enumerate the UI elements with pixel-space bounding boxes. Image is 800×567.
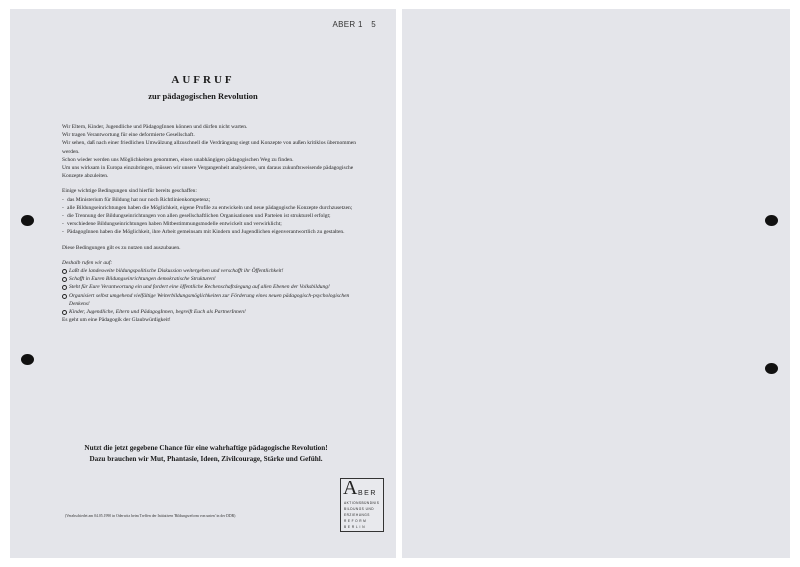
closing-statement (46, 443, 366, 465)
footnote: (Verabschiedet am 04.05.1990 in Oderwitz beim Treffen der Initiativen 'Bildungsreform von unten' in der DDR) (65, 514, 236, 518)
punch-hole (21, 354, 34, 365)
logo-line: ERZIEHUNGS (344, 513, 370, 517)
intro-paragraph: Wir sehen, daß nach einer friedlichen Umwälzung allzuschnell die Verdrängung siegt und Konzepte von außen kritiklos übernommen werden. (62, 140, 356, 155)
condition-item: - PädagogInnen haben die Möglichkeit, ihre Arbeit gemeinsam mit Kindern und Jugendlichen eigenverantwortlich zu gestalten. (62, 228, 362, 236)
logo-line: AKTIONSBÜNDNIS (344, 501, 380, 505)
demand-item: Organisiert selbst umgehend vielfältige Weiterbildungsmöglichkeiten zur Förderung eines neuen pädagogisch-psychologischen Denkens! (62, 292, 362, 308)
logo-ber: BER (358, 490, 377, 497)
demands-close: Es geht um eine Pädagogik der Glaubwürdigkeit! (62, 317, 171, 324)
intro-paragraph: Um uns wirksam in Europa einzubringen, müssen wir unsere Vergangenheit analysieren, um daraus zukunftsweisende pädagogische Konzepte abzuleiten. (62, 165, 354, 180)
document-subtitle: zur pädagogischen Revolution (148, 91, 258, 101)
intro-paragraph: Wir Eltern, Kinder, Jugendliche und PädagogInnen können und dürfen nicht warten. (62, 124, 248, 130)
punch-hole (21, 215, 34, 226)
intro-paragraph: Schon wieder werden uns Möglichkeiten genommen, einen unabhängigen pädagogischen Weg zu finden. (62, 156, 294, 163)
closing-line: Dazu brauchen wir Mut, Phantasie, Ideen, Zivilcourage, Stärke und Gefühl. (89, 455, 323, 463)
document-page-right (402, 9, 790, 558)
logo-line: REFORM (344, 519, 368, 523)
logo-letter: A (343, 477, 358, 499)
punch-hole (765, 363, 778, 374)
archive-stamp (332, 20, 376, 29)
closing-line: Nutzt die jetzt gegebene Chance für eine wahrhaftige pädagogische Revolution! (84, 444, 328, 452)
conditions-list (62, 196, 362, 237)
demand-item: Schafft in Euren Bildungseinrichtungen demokratische Strukturen! (62, 275, 362, 283)
demand-item: Laßt die landesweite bildungspolitische Diskussion weitergehen und verschafft ihr Öffentlichkeit! (62, 267, 362, 275)
demand-item: Steht für Eure Verantwortung ein und fordert eine öffentliche Rechenschaftslegung auf allen Ebenen der Volksbildung! (62, 283, 362, 291)
archive-number: 1 (357, 20, 363, 29)
demands-list (62, 267, 362, 316)
intro-section (62, 123, 362, 324)
logo-line: BILDUNGS UND (344, 507, 375, 511)
condition-item: - die Trennung der Bildungseinrichtungen von allen gesellschaftlichen Organisationen und Parteien ist strukturell erfolgt; (62, 212, 362, 220)
punch-hole (765, 215, 778, 226)
condition-item: - verschiedene Bildungseinrichtungen haben Mitbestimmungsmodelle entwickelt und verwirklicht; (62, 220, 362, 228)
intro-paragraph: Wir tragen Verantwortung für eine deformierte Gesellschaft. (62, 132, 195, 139)
condition-item: - das Ministerium für Bildung hat nur noch Richtlinienkompetenz; (62, 196, 362, 204)
aber-logo (340, 478, 384, 532)
document-title: AUFRUF (171, 74, 235, 86)
conditions-intro: Einige wichtige Bedingungen sind hierfür bereits geschaffen: (62, 188, 197, 195)
logo-line: BERLIN (344, 525, 367, 529)
page-number: 5 (371, 20, 376, 29)
archive-label: ABER (332, 20, 356, 29)
demands-intro: Deshalb rufen wir auf: (62, 259, 113, 266)
document-page-left (10, 9, 396, 558)
conditions-outro: Diese Bedingungen gilt es zu nutzen und auszubauen. (62, 244, 181, 251)
demand-item: Kinder, Jugendliche, Eltern und PädagogInnen, begreift Euch als PartnerInnen! (62, 308, 362, 316)
condition-item: - alle Bildungseinrichtungen haben die Möglichkeit, eigene Profile zu entwickeln und neue pädagogische Konzepte durchzusetzen; (62, 204, 362, 212)
